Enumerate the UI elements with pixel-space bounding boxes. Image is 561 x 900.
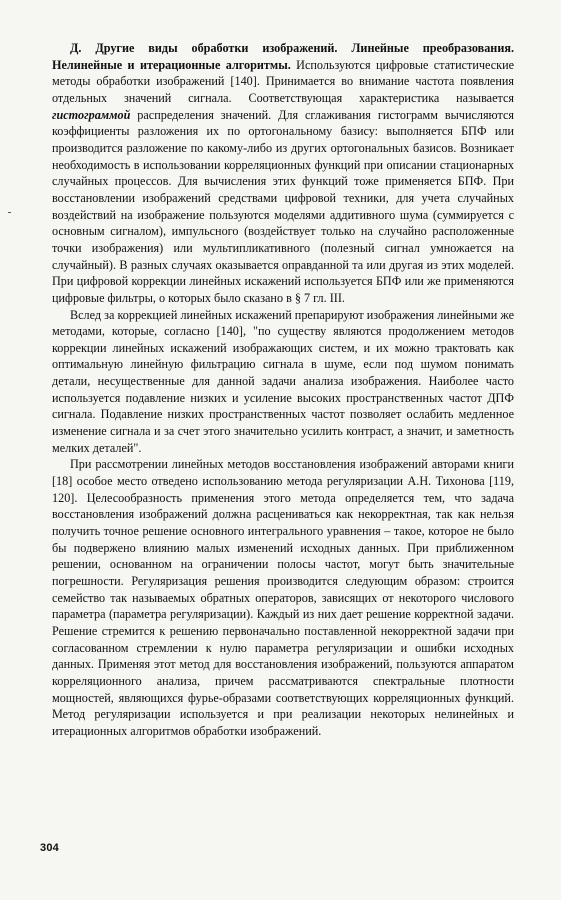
paragraph-1-text-b: распределения значений. Для сглаживания гистограмм вычисляются коэффициенты разложения их по ортогональному базису: выполняется БПФ или производится разложение по какому-либо из других ортогональных базисов. Возникает необходимость в использовании корреляционных функций при описании стационарных случайных процессов. Для вычисления этих функций тоже применяется БПФ. При восстановлении изображений средствами цифровой техники, для учета случайных воздействий на изображение пользуются моделями аддитивного шума (суммируется с основным сигналом), импульсного (воздействует только на случайно расположенные точки изображения) или мультипликативного (полезный сигнал умножается на случайный). В разных случаях оказывается оправданной та или другая из этих моделей. При цифровой коррекции линейных искажений используется БПФ или же применяются цифровые фильтры, о которых было сказано в § 7 гл. III. <box>52 107 514 305</box>
paragraph-2: Вслед за коррекцией линейных искажений препарируют изображения линейными же методами, которые, согласно [140], "по существу являются продолжением методов коррекции линейных искажений изображающих систем, и их можно трактовать как оптимальную линейную фильтрацию сигнала в шуме, если под шумом понимать детали, несущественные для данной задачи анализа изображения. Наиболее часто используется подавление низких и усиление высоких пространственных частот ДПФ сигнала. Подавление низких пространственных частот позволяет ослабить медленное изменение сигнала и за счет этого значительно усилить контраст, а значит, и заметность мелких деталей". <box>52 307 514 455</box>
paragraph-3: При рассмотрении линейных методов восстановления изображений авторами книги [18] особое место отведено использованию метода регуляризации А.Н. Тихонова [119, 120]. Целесообразность применения этого метода определяется тем, что задача восстановления изображений должна расцениваться как некорректная, так как нельзя получить точное решение основного интегрального уравнения – такое, которое не было бы подвержено влиянию малых изменений исходных данных. При приближенном решении, основанном на ограничении полосы частот, могут быть значительные погрешности. Регуляризация решения производится следующим образом: строится семейство так называемых обратных операторов, зависящих от некоторого числового параметра (параметра регуляризации). Каждый из них дает решение корректной задачи. Решение стремится к решению первоначально поставленной некорректной задачи при согласованном стремлении к нулю параметра регуляризации и ошибки исходных данных. Применяя этот метод для восстановления изображений, пользуются аппаратом корреляционного анализа, причем рассматриваются спектральные плотности мощностей, являющихся фурье-образами соответствующих корреляционных функций. Метод регуляризации используется и при реализации некоторых нелинейных и итерационных алгоритмов обработки изображений. <box>52 457 514 738</box>
page-number: 304 <box>40 842 59 854</box>
paragraph-1 <box>52 40 514 307</box>
term-histogram: гистограммой <box>52 107 131 122</box>
margin-mark <box>8 212 11 213</box>
section-heading: Д. Другие виды обработки изображений. Линейные преобразования. Нелинейные и итерационные алгоритмы. <box>52 41 514 72</box>
paragraph-1-text-a: Используются цифровые статистические методы обработки изображений [140]. Принимается во внимание частота появления отдельных значений сигнала. Соответствующая характеристика называется <box>52 57 514 105</box>
text-column <box>52 40 514 740</box>
